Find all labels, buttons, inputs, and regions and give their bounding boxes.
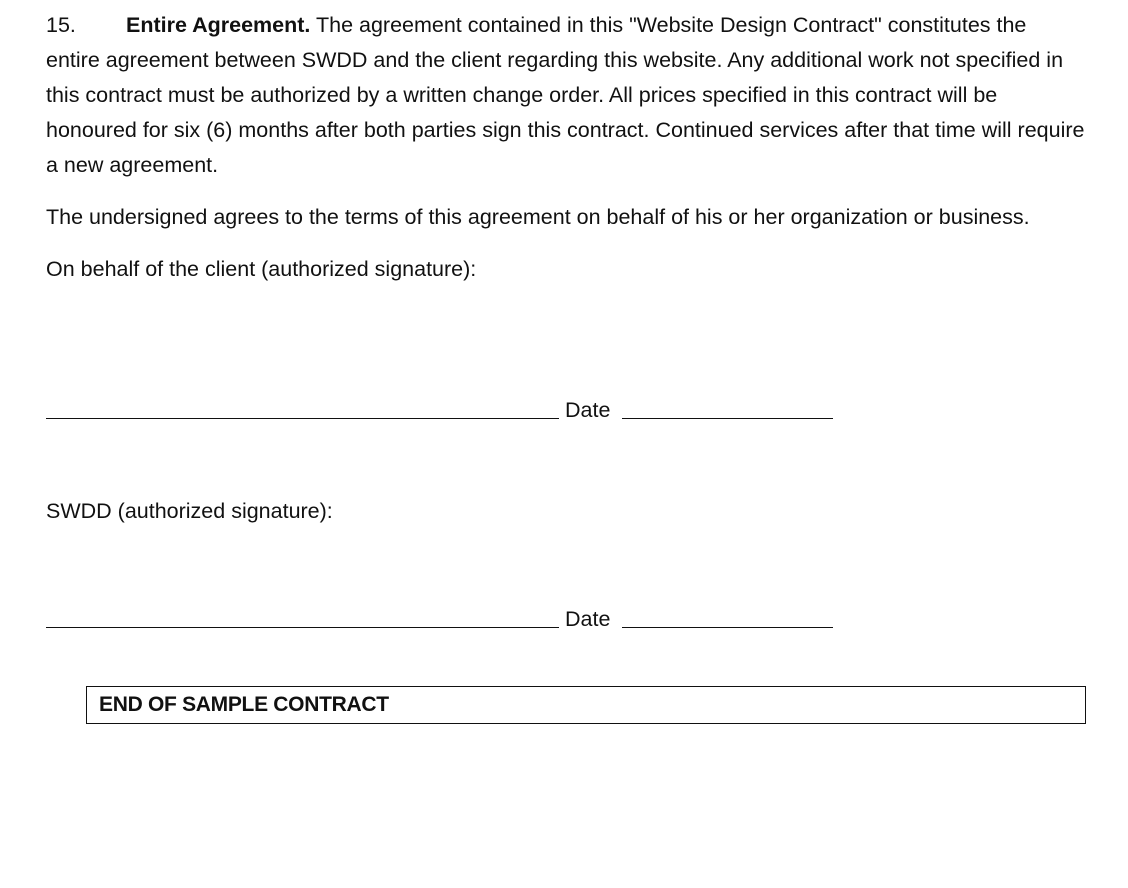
agreement-paragraph: The undersigned agrees to the terms of this agreement on behalf of his or her organization or business. [46,205,1030,229]
client-signature-row [46,393,846,423]
client-date-label: Date [565,398,611,422]
swdd-signature-label: SWDD (authorized signature): [46,499,333,523]
client-signature-line [46,418,559,419]
document-body [46,8,1086,287]
end-of-contract-text: END OF SAMPLE CONTRACT [99,693,389,716]
swdd-date-line [622,627,833,628]
swdd-signature-row [46,602,846,632]
clause-number: 15. [46,13,76,37]
client-date-line [622,418,833,419]
swdd-date-label: Date [565,607,611,631]
end-of-contract-box [86,686,1086,724]
client-signature-label: On behalf of the client (authorized signature): [46,257,477,281]
clause-15-paragraph [46,8,1086,183]
clause-body: The agreement contained in this "Website Design Contract" constitutes the entire agreement between SWDD and the client regarding this website. Any additional work not specified in this contract must be authorized by a written change order. All prices specified in this contract will be honoured for six (6) months after both parties sign this contract. Continued services after that time will require a new agreement. [46,13,1085,177]
clause-title: Entire Agreement. [126,13,311,37]
swdd-signature-line [46,627,559,628]
